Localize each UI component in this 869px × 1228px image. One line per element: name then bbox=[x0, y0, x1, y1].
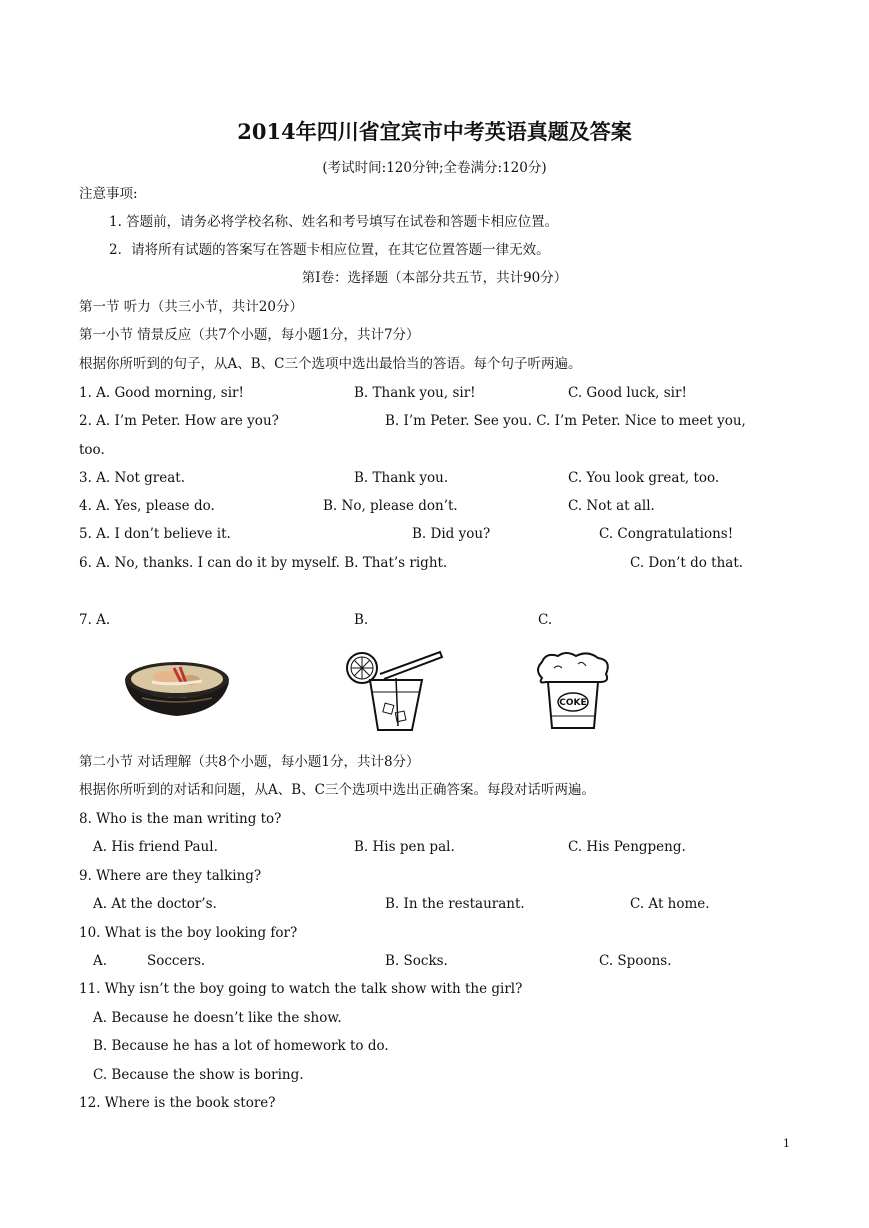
coke-glass-image bbox=[532, 650, 614, 732]
q11-option-b: B. Because he has a lot of homework to do. bbox=[93, 1038, 389, 1054]
q4-option-a: 4. A. Yes, please do. bbox=[79, 498, 215, 514]
q10-option-b: B. Socks. bbox=[385, 953, 448, 969]
q9-question: 9. Where are they talking? bbox=[79, 868, 262, 884]
q10-option-a-text: Soccers. bbox=[147, 953, 206, 969]
volume-heading: 第Ⅰ卷：选择题（本部分共五节，共计90分） bbox=[301, 270, 568, 286]
q4-option-c: C. Not at all. bbox=[568, 498, 655, 514]
q3-option-a: 3. A. Not great. bbox=[79, 470, 186, 486]
page-number: 1 bbox=[783, 1137, 790, 1150]
q7-option-a: 7. A. bbox=[79, 612, 111, 628]
q9-option-c: C. At home. bbox=[630, 896, 710, 912]
notice-heading: 注意事项: bbox=[79, 186, 138, 202]
lemon-drink-image bbox=[340, 648, 448, 732]
notice-item-2: 2．请将所有试题的答案写在答题卡相应位置，在其它位置答题一律无效。 bbox=[109, 242, 550, 258]
subsection-heading-2: 第二小节 对话理解（共8个小题，每小题1分，共计8分） bbox=[79, 754, 420, 770]
q8-option-b: B. His pen pal. bbox=[354, 839, 455, 855]
q2-option-b-c: B. I’m Peter. See you. C. I’m Peter. Nice to meet you, bbox=[385, 413, 746, 429]
q5-option-a: 5. A. I don’t believe it. bbox=[79, 526, 231, 542]
exam-info: (考试时间:120分钟;全卷满分:120分) bbox=[322, 160, 547, 176]
coke-label: COKE bbox=[559, 698, 587, 708]
q5-option-c: C. Congratulations! bbox=[599, 526, 734, 542]
q6-option-c: C. Don’t do that. bbox=[630, 555, 744, 571]
q1-option-a: 1. A. Good morning, sir! bbox=[79, 385, 244, 401]
instruction-1: 根据你所听到的句子，从A、B、C三个选项中选出最恰当的答语。每个句子听两遍。 bbox=[79, 356, 582, 372]
q3-option-c: C. You look great, too. bbox=[568, 470, 720, 486]
document-title: 2014年四川省宜宾市中考英语真题及答案 bbox=[237, 119, 632, 144]
q11-option-c: C. Because the show is boring. bbox=[93, 1067, 304, 1083]
q8-option-c: C. His Pengpeng. bbox=[568, 839, 686, 855]
q3-option-b: B. Thank you. bbox=[354, 470, 449, 486]
q1-option-b: B. Thank you, sir! bbox=[354, 385, 476, 401]
subsection-heading-1: 第一小节 情景反应（共7个小题，每小题1分，共计7分） bbox=[79, 327, 420, 343]
q8-question: 8. Who is the man writing to? bbox=[79, 811, 282, 827]
q6-option-a-b: 6. A. No, thanks. I can do it by myself. B. That’s right. bbox=[79, 555, 448, 571]
instruction-2: 根据你所听到的对话和问题，从A、B、C三个选项中选出正确答案。每段对话听两遍。 bbox=[79, 782, 595, 798]
q2-continuation: too. bbox=[79, 442, 105, 458]
q1-option-c: C. Good luck, sir! bbox=[568, 385, 687, 401]
q8-option-a: A. His friend Paul. bbox=[93, 839, 218, 855]
q9-option-b: B. In the restaurant. bbox=[385, 896, 525, 912]
q7-option-b: B. bbox=[354, 612, 369, 628]
q11-option-a: A. Because he doesn’t like the show. bbox=[93, 1010, 342, 1026]
q12-question: 12. Where is the book store? bbox=[79, 1095, 276, 1111]
noodle-bowl-image bbox=[122, 650, 232, 722]
q4-option-b: B. No, please don’t. bbox=[323, 498, 458, 514]
q7-option-c: C. bbox=[538, 612, 553, 628]
q10-option-c: C. Spoons. bbox=[599, 953, 672, 969]
q2-option-a: 2. A. I’m Peter. How are you? bbox=[79, 413, 279, 429]
q5-option-b: B. Did you? bbox=[412, 526, 491, 542]
q10-question: 10. What is the boy looking for? bbox=[79, 925, 298, 941]
q10-option-a: A. bbox=[93, 953, 108, 969]
q9-option-a: A. At the doctor’s. bbox=[93, 896, 217, 912]
notice-item-1: 1. 答题前，请务必将学校名称、姓名和考号填写在试卷和答题卡相应位置。 bbox=[109, 214, 559, 230]
section-heading-listening: 第一节 听力（共三小节，共计20分） bbox=[79, 299, 303, 315]
q11-question: 11. Why isn’t the boy going to watch the talk show with the girl? bbox=[79, 981, 523, 997]
